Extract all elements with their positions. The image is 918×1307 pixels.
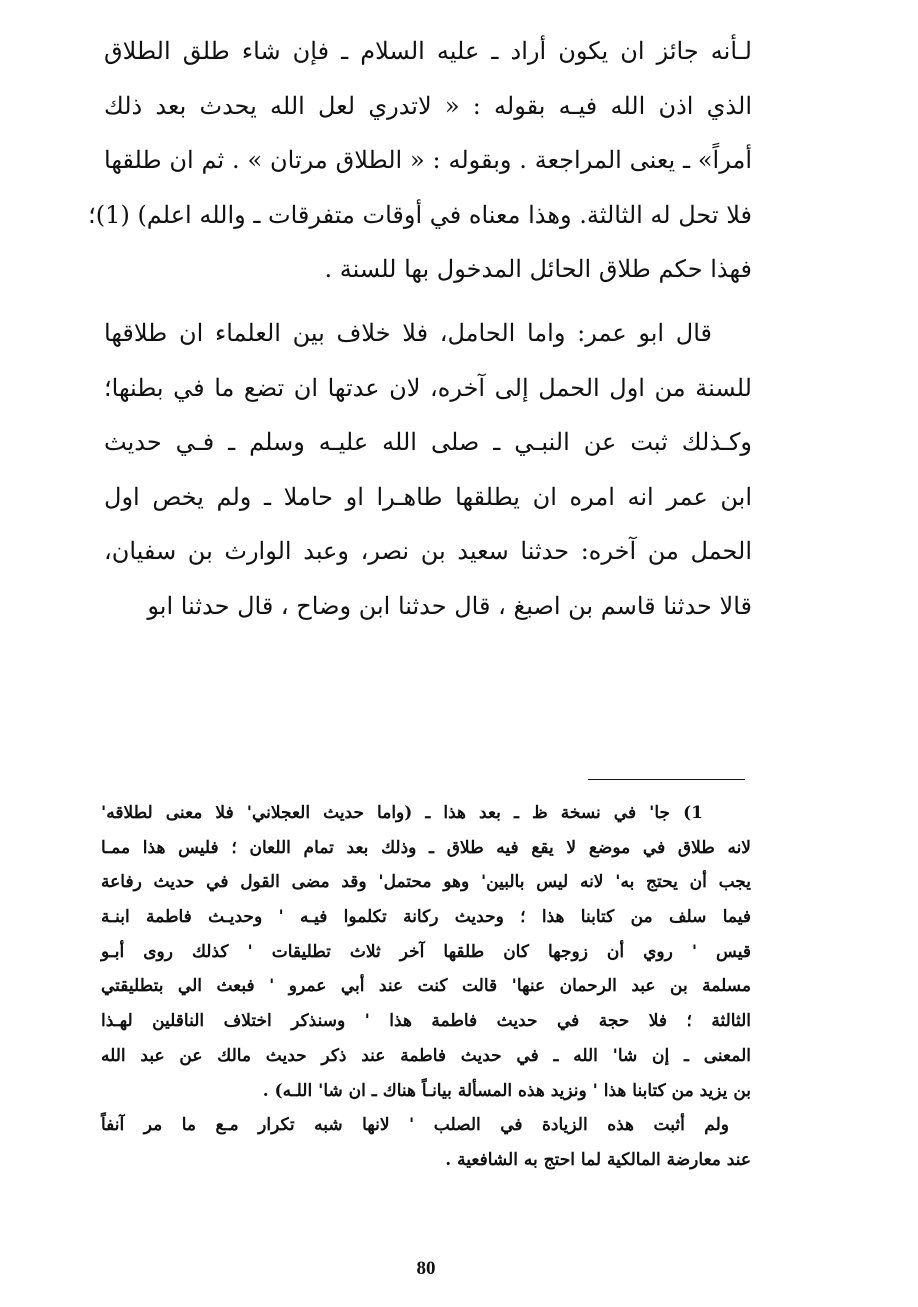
- paragraph-1: [88, 24, 752, 297]
- page-number: 80: [416, 1258, 436, 1279]
- footnote-note-line: عند معارضة المالكية لما احتج به الشافعية .: [445, 1149, 751, 1170]
- paragraph-line: الذي اذن الله فيـه بقوله : « لاتدري لعل الله يحدث بعد ذلك: [104, 91, 752, 120]
- footnote-line: بن يزيد من كتابنا هذا ' ونزيد هذه المسألة بيانـاً هناك ـ ان شا' اللـه) .: [262, 1080, 751, 1101]
- paragraph-line: للسنة من اول الحمل إلى آخره، لان عدتها ان تضع ما في بطنها؛: [104, 373, 752, 402]
- paragraph-line: وكـذلك ثبت عن النبـي ـ صلى الله عليـه وسلم ـ فـي حديث: [104, 428, 752, 456]
- footnote-line: قيس ' روي أن زوجها كان طلقها آخر ثلاث تطليقات ' كذلك روى أبـو: [101, 941, 751, 962]
- paragraph-2: [104, 306, 752, 633]
- paragraph-line: قالا حدثنا قاسم بن اصبغ ، قال حدثنا ابن وضاح ، قال حدثنا ابو: [147, 591, 752, 620]
- footnote-note-line: ولم أثبت هذه الزيادة في الصلب ' لانها شبه تكرار مـع ما مر آنفاً: [101, 1115, 729, 1136]
- footnote-divider: [588, 779, 745, 780]
- footnote-line: الثالثة ؛ فلا حجة في حديث فاطمة هذا ' وسنذكر اختلاف الناقلين لهـذا: [101, 1011, 751, 1032]
- paragraph-line: قال ابو عمر: واما الحامل، فلا خلاف بين العلماء ان طلاقها: [104, 319, 713, 347]
- paragraph-line: ابن عمر انه امره ان يطلقها طاهـرا او حاملا ـ ولم يخص اول: [104, 482, 752, 511]
- paragraph-line: أمراً» ـ يعنى المراجعة . وبقوله : « الطلاق مرتان » . ثم ان طلقها: [104, 146, 752, 174]
- footnotes: [101, 796, 751, 1178]
- paragraph-line: لـأنه جائز ان يكون أراد ـ عليه السلام ـ فإن شاء طلق الطلاق: [104, 37, 752, 65]
- paragraph-line: فهذا حكم طلاق الحائل المدخول بها للسنة .: [324, 255, 752, 283]
- footnote-line: فيما سلف من كتابنا هذا ؛ وحديث ركانة تكلموا فيـه ' وحديـث فاطمة ابنـة: [101, 907, 751, 928]
- footnote-line: 1) جا' في نسخة ظ ـ بعد هذا ـ (واما حديث العجلاني' فلا معنى لطلاقه': [101, 803, 703, 823]
- paragraph-line: فلا تحل له الثالثة. وهذا معناه في أوقات متفرقات ـ والله اعلم) (1)؛: [88, 200, 752, 229]
- footnote-line: لانه طلاق في موضع لا يقع فيه طلاق ـ وذلك بعد تمام اللعان ؛ فليس هذا ممـا: [101, 837, 751, 858]
- footnote-line: مسلمة بن عبد الرحمان عنها' قالت كنت عند أبي عمرو ' فبعث الي بتطليقتي: [101, 976, 751, 997]
- footnote-line: يجب أن يحتج به' لانه ليس بالبين' وهو محتمل' وقد مضى القول في حديث رفاعة: [101, 872, 751, 893]
- footnote-line: المعنى ـ إن شا' الله ـ في حديث فاطمة عند ذكر حديث مالك عن عبد الله: [101, 1045, 751, 1066]
- paragraph-line: الحمل من آخره: حدثنا سعيد بن نصر، وعبد الوارث بن سفيان،: [104, 537, 752, 565]
